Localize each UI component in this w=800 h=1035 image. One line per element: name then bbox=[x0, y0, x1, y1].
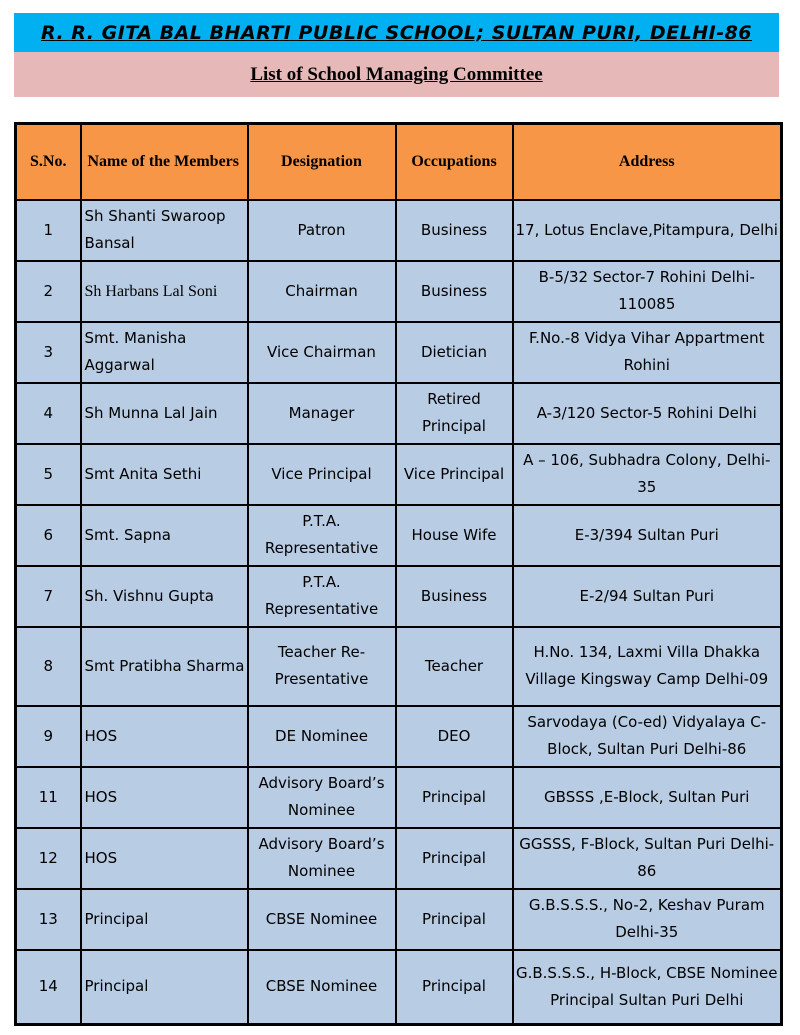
cell-name: Sh Harbans Lal Soni bbox=[81, 261, 248, 322]
cell-address: GBSSS ,E-Block, Sultan Puri bbox=[513, 767, 782, 828]
cell-sno: 3 bbox=[16, 322, 81, 383]
table-row bbox=[16, 261, 782, 322]
cell-designation: Patron bbox=[248, 200, 396, 261]
cell-name: Smt. Manisha Aggarwal bbox=[81, 322, 248, 383]
cell-designation: Vice Chairman bbox=[248, 322, 396, 383]
column-header-sno: S.No. bbox=[16, 124, 81, 200]
cell-designation: CBSE Nominee bbox=[248, 889, 396, 950]
cell-designation: Teacher Re-Presentative bbox=[248, 627, 396, 706]
cell-name: Smt Anita Sethi bbox=[81, 444, 248, 505]
cell-sno: 4 bbox=[16, 383, 81, 444]
cell-address: 17, Lotus Enclave,Pitampura, Delhi bbox=[513, 200, 782, 261]
cell-occupation: Principal bbox=[396, 767, 513, 828]
table-row bbox=[16, 566, 782, 627]
cell-occupation: Principal bbox=[396, 950, 513, 1025]
cell-designation: Manager bbox=[248, 383, 396, 444]
cell-designation: Chairman bbox=[248, 261, 396, 322]
cell-occupation: Principal bbox=[396, 889, 513, 950]
cell-address: F.No.-8 Vidya Vihar Appartment Rohini bbox=[513, 322, 782, 383]
cell-address: B-5/32 Sector-7 Rohini Delhi-110085 bbox=[513, 261, 782, 322]
cell-name: Principal bbox=[81, 950, 248, 1025]
table-row bbox=[16, 706, 782, 767]
table-row bbox=[16, 383, 782, 444]
table-row bbox=[16, 444, 782, 505]
cell-designation: Advisory Board’s Nominee bbox=[248, 767, 396, 828]
cell-address: E-3/394 Sultan Puri bbox=[513, 505, 782, 566]
cell-sno: 13 bbox=[16, 889, 81, 950]
table-row bbox=[16, 200, 782, 261]
column-header-occupation: Occupations bbox=[396, 124, 513, 200]
cell-name: HOS bbox=[81, 828, 248, 889]
table-row bbox=[16, 322, 782, 383]
cell-designation: Vice Principal bbox=[248, 444, 396, 505]
column-header-name: Name of the Members bbox=[81, 124, 248, 200]
school-title-banner bbox=[14, 13, 779, 52]
cell-name: Sh Munna Lal Jain bbox=[81, 383, 248, 444]
cell-address: A – 106, Subhadra Colony, Delhi-35 bbox=[513, 444, 782, 505]
cell-address: H.No. 134, Laxmi Villa Dhakka Village Kingsway Camp Delhi-09 bbox=[513, 627, 782, 706]
cell-occupation: Retired Principal bbox=[396, 383, 513, 444]
table-row bbox=[16, 950, 782, 1025]
cell-occupation: Business bbox=[396, 200, 513, 261]
cell-occupation: DEO bbox=[396, 706, 513, 767]
cell-occupation: Principal bbox=[396, 828, 513, 889]
cell-occupation: House Wife bbox=[396, 505, 513, 566]
cell-sno: 11 bbox=[16, 767, 81, 828]
cell-occupation: Business bbox=[396, 566, 513, 627]
cell-address: E-2/94 Sultan Puri bbox=[513, 566, 782, 627]
cell-sno: 14 bbox=[16, 950, 81, 1025]
cell-address: Sarvodaya (Co-ed) Vidyalaya C-Block, Sultan Puri Delhi-86 bbox=[513, 706, 782, 767]
table-row bbox=[16, 505, 782, 566]
cell-occupation: Business bbox=[396, 261, 513, 322]
table-row bbox=[16, 889, 782, 950]
cell-occupation: Dietician bbox=[396, 322, 513, 383]
cell-address: GGSSS, F-Block, Sultan Puri Delhi-86 bbox=[513, 828, 782, 889]
table-row bbox=[16, 767, 782, 828]
cell-sno: 1 bbox=[16, 200, 81, 261]
table-header-row bbox=[16, 124, 782, 200]
cell-name: Smt Pratibha Sharma bbox=[81, 627, 248, 706]
cell-sno: 12 bbox=[16, 828, 81, 889]
table-row bbox=[16, 627, 782, 706]
committee-table bbox=[14, 122, 783, 1026]
cell-name: Sh. Vishnu Gupta bbox=[81, 566, 248, 627]
cell-name: Smt. Sapna bbox=[81, 505, 248, 566]
cell-designation: DE Nominee bbox=[248, 706, 396, 767]
page-subtitle: List of School Managing Committee bbox=[250, 63, 543, 85]
cell-address: G.B.S.S.S., No-2, Keshav Puram Delhi-35 bbox=[513, 889, 782, 950]
school-title: R. R. GITA BAL BHARTI PUBLIC SCHOOL; SULTAN PURI, DELHI-86 bbox=[40, 21, 753, 44]
cell-address: A-3/120 Sector-5 Rohini Delhi bbox=[513, 383, 782, 444]
cell-designation: CBSE Nominee bbox=[248, 950, 396, 1025]
cell-name: HOS bbox=[81, 767, 248, 828]
cell-sno: 9 bbox=[16, 706, 81, 767]
cell-name: Principal bbox=[81, 889, 248, 950]
cell-designation: P.T.A. Representative bbox=[248, 505, 396, 566]
column-header-address: Address bbox=[513, 124, 782, 200]
cell-sno: 7 bbox=[16, 566, 81, 627]
column-header-designation: Designation bbox=[248, 124, 396, 200]
cell-sno: 5 bbox=[16, 444, 81, 505]
cell-name: Sh Shanti Swaroop Bansal bbox=[81, 200, 248, 261]
cell-sno: 6 bbox=[16, 505, 81, 566]
cell-occupation: Teacher bbox=[396, 627, 513, 706]
table-row bbox=[16, 828, 782, 889]
cell-occupation: Vice Principal bbox=[396, 444, 513, 505]
cell-sno: 2 bbox=[16, 261, 81, 322]
cell-name: HOS bbox=[81, 706, 248, 767]
cell-designation: P.T.A. Representative bbox=[248, 566, 396, 627]
cell-address: G.B.S.S.S., H-Block, CBSE Nominee Principal Sultan Puri Delhi bbox=[513, 950, 782, 1025]
cell-sno: 8 bbox=[16, 627, 81, 706]
cell-designation: Advisory Board’s Nominee bbox=[248, 828, 396, 889]
subtitle-banner bbox=[14, 52, 779, 97]
